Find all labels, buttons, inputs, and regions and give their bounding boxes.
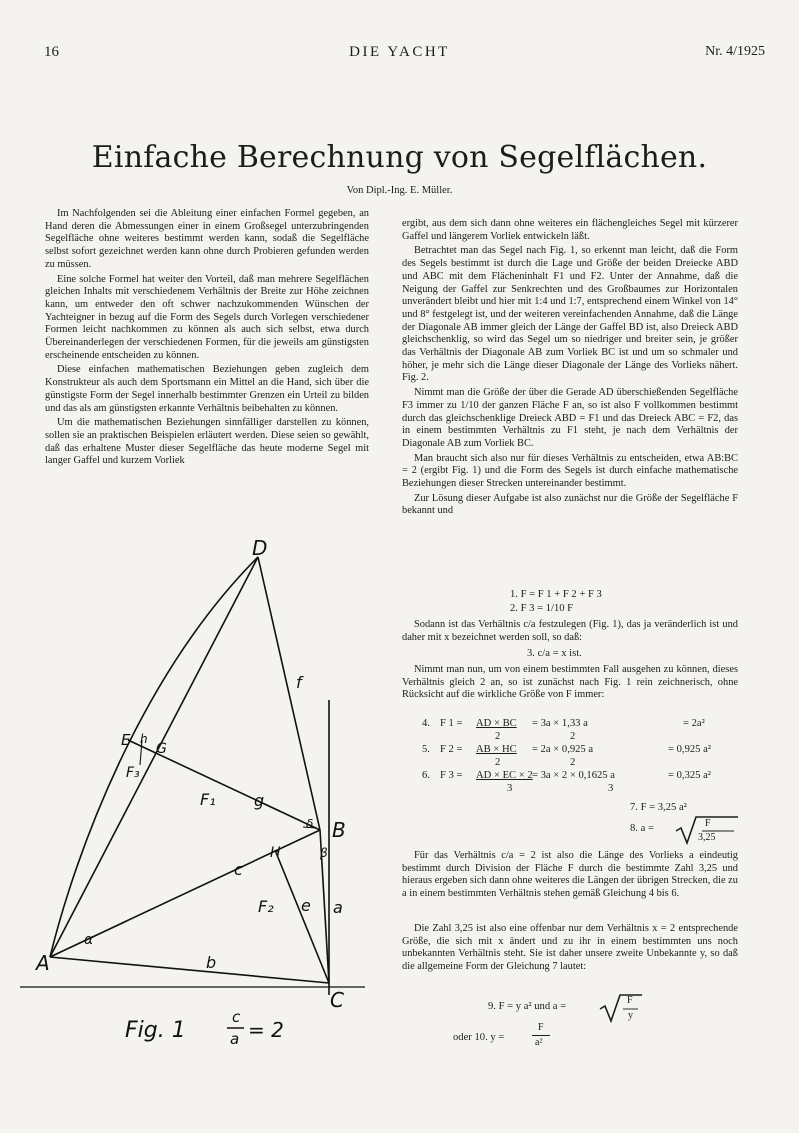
equation-6-numerator: AD × EC × 2 [476,770,533,781]
paragraph: Eine solche Formel hat weiter den Vorteil, daß man mehrere Segelflächen gleichen Inhalts mit verschiedenem Verhältnis der Breite zur Höhe zeichnen kann, um entweder den oft schwer nachzukommenden Wünschen der Yachteigner in bezug auf die Form des Segels durch Vorlegen verschiedener Formen leicht nachkommen zu können als auch sich selbst, etwa durch Übereinanderlegen der verschiedenen Formen, für die jeweils am günstigsten erscheinende entscheiden zu können. [45,273,369,361]
equation-5-denominator: 2 [495,757,501,768]
paragraph: ergibt, aus dem sich dann ohne weiteres ein flächengleiches Segel mit kürzerer Gaffel und längerem Vorliek entwickeln läßt. [402,218,738,242]
ratio-numerator: c [232,1008,241,1026]
label-G: G [156,741,167,757]
label-B: B [332,818,346,842]
column-left [45,208,369,470]
gaff-line [258,557,320,830]
article-byline: Von Dipl.-Ing. E. Müller. [346,185,453,196]
paragraph: Für das Verhältnis c/a = 2 ist also die Länge des Vorlieks a eindeutig bestimmt durch Division der Fläche F durch die bestimmte Zahl 3,25 und hieraus ergeben sich dann ohne weiteres die Längen der übrigen Strecken, die zu a in einem bestimmten Verhältnis stehen gemäß Gleichung 4 bis 6. [402,850,738,900]
equation-10-label: oder 10. y = [453,1032,505,1043]
label-C: C [330,988,344,1012]
ratio-value: = 2 [248,1018,284,1042]
equation-6-result: = 0,325 a² [668,770,711,781]
equation-9-denominator: y [628,1010,633,1021]
equation-2: 2. F 3 = 1/10 F [510,603,574,614]
equation-6-lhs: F 3 = [440,770,463,781]
equation-5-numerator: AB × HC [476,744,517,755]
paragraph: Zur Lösung dieser Aufgabe ist also zunächst nur die Größe der Segelfläche F bekannt und [402,492,738,517]
paragraph: Sodann ist das Verhältnis c/a festzulegen (Fig. 1), das ja veränderlich ist und daher mit x bezeichnet werden soll, so daß: [402,619,738,643]
equation-8-label: 8. a = [630,823,654,834]
sqrt-sign [598,993,648,1025]
label-D: D [252,536,268,560]
paragraph: Die Zahl 3,25 ist also eine offenbar nur dem Verhältnis x = 2 entsprechende Größe, die sich mit x ändert und zu ihr in einem bestimmten uns noch unbekannten Verhältnis steht. Sie ist daher unsere zweite Unbekannte y, so daß die allgemeine Form der Gleichung 7 lautet: [402,923,738,973]
equation-3: 3. c/a = x ist. [527,648,582,659]
article-title: Einfache Berechnung von Segelflächen. [91,140,708,175]
boom-line [50,957,329,983]
equation-4-label: 4. [422,718,430,729]
label-a: a [333,898,343,917]
equation-10-numerator: F [538,1022,544,1033]
equation-4-numerator: AD × BC [476,718,517,729]
equation-7: 7. F = 3,25 a² [630,802,687,813]
page-number: 16 [44,44,59,60]
paragraph: Nimmt man die Größe der über die Gerade AD überschießenden Segelfläche F3 immer zu 1/10 der ganzen Fläche F an, so ist also F vollkommen bestimmt durch das gleichschenklige Dreieck ABD = F1 und das Dreieck ABC = F2, das in einem bestimmten Verhältnis zu F1 steht, je nach dem Verhältnis der Diagonale AB zum Vorliek BC. [402,387,738,449]
equation-1: 1. F = F 1 + F 2 + F 3 [510,589,602,600]
equation-6-label: 6. [422,770,430,781]
equation-4-denominator: 2 [495,731,501,742]
equation-6-denominator: 3 [507,783,513,794]
label-delta: δ [306,817,314,831]
label-A: A [36,951,50,975]
equation-4-middle-denominator: 2 [570,731,576,742]
paragraph: Im Nachfolgenden sei die Ableitung einer einfachen Formel gegeben, an Hand deren die Abmessungen einer in einem Großsegel unterzubringenden Segelfläche ohne weiteres bestimmt werden kann, sodaß die Segelfläche selbst sofort gezeichnet werden kann ohne durch Probieren gefunden werden zu müssen. [45,208,369,270]
label-beta: β [320,846,328,860]
label-F1: F₁ [200,790,216,809]
equation-6-middle: = 3a × 2 × 0,1625 a [532,770,615,781]
equation-4-lhs: F 1 = [440,718,463,729]
paragraph: Diese einfachen mathematischen Beziehungen geben zugleich dem Konstrukteur als auch dem Sportsmann ein Mittel an die Hand, sich über die günstigste Form der Segel innerhalb bestimmter Grenzen ein Urteil zu bilden und das als am günstigsten erkannte Verhältnis beibehalten zu können. [45,364,369,414]
journal-title: DIE YACHT [349,44,450,60]
label-e: e [301,896,311,915]
equation-4-result: = 2a² [683,718,705,729]
label-b: b [206,953,217,972]
issue-number: Nr. 4/1925 [705,44,765,59]
equation-9-numerator: F [627,995,633,1006]
equation-6-middle-denominator: 3 [608,783,614,794]
ratio-denominator: a [230,1030,240,1048]
label-alpha: α [84,932,94,948]
equation-8-denominator: 3,25 [698,832,716,843]
label-h: h [140,732,148,746]
figure-caption: Fig. 1 [125,1018,186,1043]
fraction-bar [532,1035,550,1036]
equation-10-denominator: a² [535,1037,543,1048]
line-AD [50,557,258,957]
label-f: f [296,673,302,692]
paragraph: Man braucht sich also nur für dieses Verhältnis zu entscheiden, etwa AB:BC = 2 (ergibt Fig. 1) und die Form des Segels ist durch einfache mathematische Beziehungen dieser Strecken untereinander bestimmt. [402,452,738,490]
label-c: c [234,860,243,879]
equation-9-label: 9. F = y a² und a = [488,1001,567,1012]
paragraph: Nimmt man nun, um von einem bestimmten Fall ausgehen zu können, dieses Verhältnis gleich 2 an, so ist zunächst nach Fig. 1 rein zeichnerisch, ohne Rücksicht auf die wirkliche Größe von F immer: [402,664,738,701]
label-g: g [254,791,265,810]
equation-5-lhs: F 2 = [440,744,463,755]
equation-5-middle-denominator: 2 [570,757,576,768]
line-HC [275,850,329,983]
equation-5-label: 5. [422,744,430,755]
equation-5-result: = 0,925 a² [668,744,711,755]
equation-5-middle: = 2a × 0,925 a [532,744,594,755]
label-F2: F₂ [258,897,274,916]
label-H: H [270,845,281,861]
equation-4-middle: = 3a × 1,33 a [532,718,588,729]
paragraph: Um die mathematischen Beziehungen sinnfälliger darstellen zu können, sollen sie an praktischen Beispielen erläutert werden. Diese seien so gewählt, daß das erhaltene Muster dieser Segelfläche das heute moderne Segel mit langer Gaffel und kurzem Vorliek [45,417,369,467]
equation-8-numerator: F [705,818,711,829]
label-F3: F₃ [126,765,140,781]
paragraph: Betrachtet man das Segel nach Fig. 1, so erkennt man leicht, daß die Form des Segels bestimmt ist durch die Lage und Größe der beiden Dreiecke ABD und ABC mit dem Flächeninhalt F1 und F2. Unter der Annahme, daß die Neigung der Gaffel zur Senkrechten und des Großbaumes zur Horizontalen unverändert bleibt und hier mit 1:4 und 1:7, entsprechend einem Winkel von 14° und 8° festgelegt ist, und der weiteren vereinfachenden Annahme, daß die Länge der Diagonale AB immer gleich der Länge der Gaffel BD ist, also Dreieck ABD gleichschenklig, so wird das Segel um so niedriger und breiter sein, je größer das Verhältnis der Diagonale AB zum Vorliek BC ist und um so schmaler und höher, je mehr sich die Länge dieser Diagonale der Länge des Vorlieks nähert. Fig. 2. [402,245,738,384]
sail-diagram [20,525,400,1055]
column-right [402,218,738,520]
label-E: E [121,731,131,749]
